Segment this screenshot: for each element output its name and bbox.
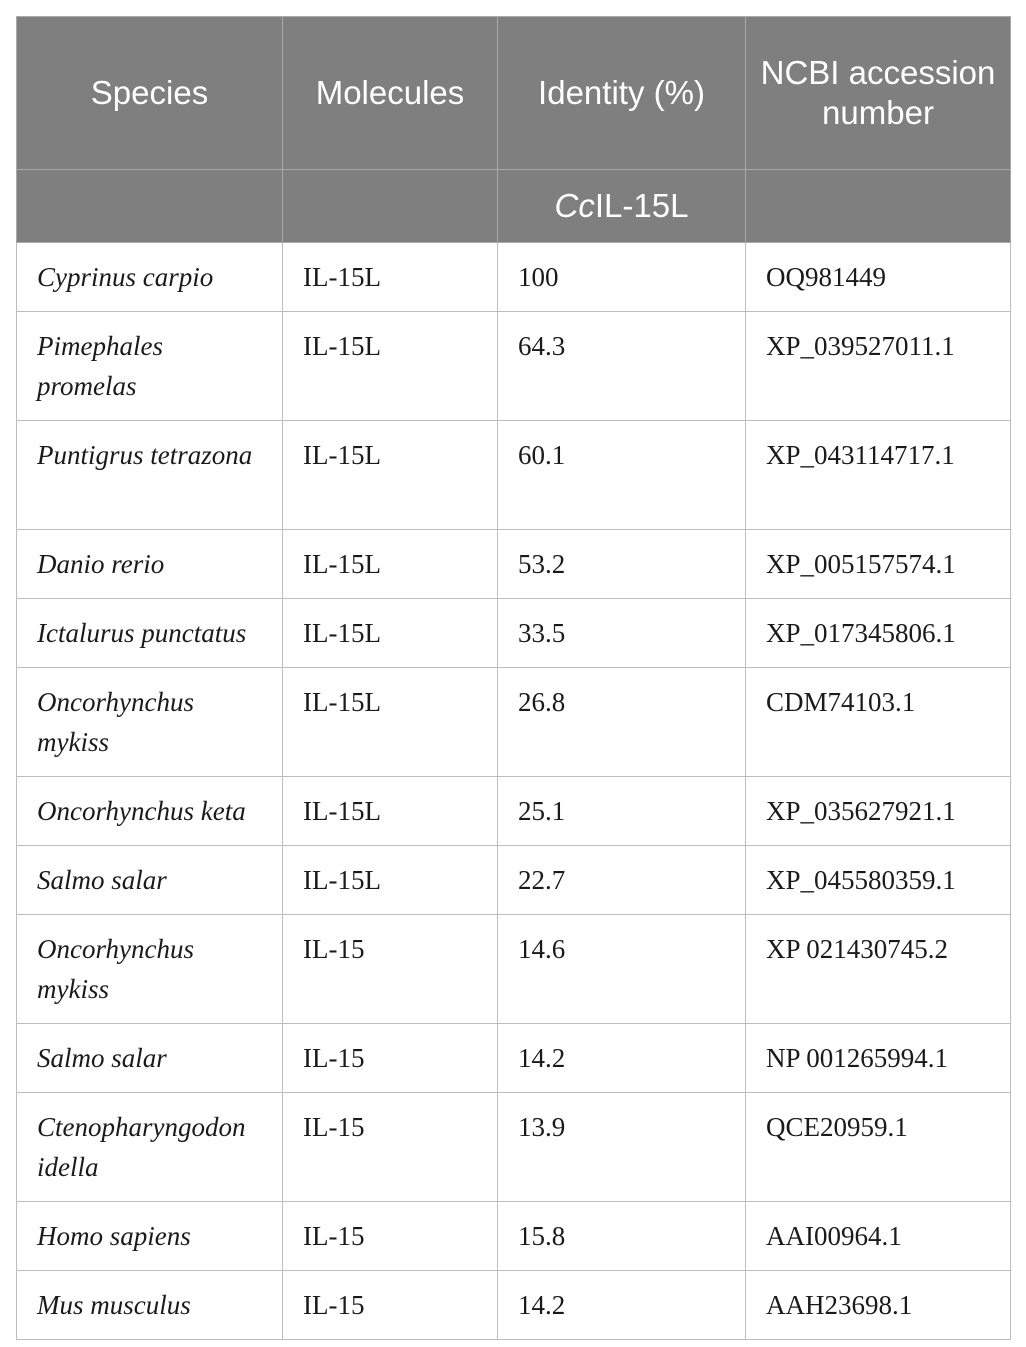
- molecule-cell: IL-15: [283, 1024, 498, 1093]
- header-accession: NCBI accession number: [746, 17, 1011, 170]
- table-row: [17, 777, 1011, 846]
- subheader-empty-3: [746, 170, 1011, 243]
- accession-cell: XP 021430745.2: [746, 915, 1011, 1024]
- accession-cell: CDM74103.1: [746, 668, 1011, 777]
- identity-cell: 25.1: [498, 777, 746, 846]
- molecule-cell: IL-15L: [283, 599, 498, 668]
- table-row: [17, 846, 1011, 915]
- identity-cell: 14.2: [498, 1024, 746, 1093]
- table-row: [17, 421, 1011, 530]
- identity-cell: 100: [498, 243, 746, 312]
- molecule-cell: IL-15: [283, 1271, 498, 1340]
- molecule-cell: IL-15: [283, 1093, 498, 1202]
- species-cell: Ctenopharyngodon idella: [17, 1093, 283, 1202]
- table-row: [17, 243, 1011, 312]
- molecule-cell: IL-15: [283, 1202, 498, 1271]
- species-cell: Danio rerio: [17, 530, 283, 599]
- accession-cell: OQ981449: [746, 243, 1011, 312]
- accession-cell: AAH23698.1: [746, 1271, 1011, 1340]
- molecule-cell: IL-15L: [283, 530, 498, 599]
- species-cell: Homo sapiens: [17, 1202, 283, 1271]
- identity-cell: 15.8: [498, 1202, 746, 1271]
- accession-cell: XP_043114717.1: [746, 421, 1011, 530]
- identity-cell: 64.3: [498, 312, 746, 421]
- identity-cell: 33.5: [498, 599, 746, 668]
- subheader-empty-1: [17, 170, 283, 243]
- species-cell: Salmo salar: [17, 1024, 283, 1093]
- accession-cell: XP_035627921.1: [746, 777, 1011, 846]
- subheader-rest: IL-15L: [594, 187, 689, 224]
- header-identity: Identity (%): [498, 17, 746, 170]
- header-molecules: Molecules: [283, 17, 498, 170]
- species-cell: Cyprinus carpio: [17, 243, 283, 312]
- table-row: [17, 1202, 1011, 1271]
- species-cell: Oncorhynchus keta: [17, 777, 283, 846]
- molecule-cell: IL-15L: [283, 312, 498, 421]
- species-cell: Mus musculus: [17, 1271, 283, 1340]
- accession-cell: XP_017345806.1: [746, 599, 1011, 668]
- accession-cell: NP 001265994.1: [746, 1024, 1011, 1093]
- molecule-cell: IL-15L: [283, 777, 498, 846]
- table-row: [17, 1024, 1011, 1093]
- accession-cell: XP_045580359.1: [746, 846, 1011, 915]
- molecule-cell: IL-15: [283, 915, 498, 1024]
- table-row: [17, 530, 1011, 599]
- species-cell: Oncorhynchus mykiss: [17, 668, 283, 777]
- molecule-cell: IL-15L: [283, 668, 498, 777]
- subheader-reference: [498, 170, 746, 243]
- accession-cell: XP_039527011.1: [746, 312, 1011, 421]
- species-cell: Ictalurus punctatus: [17, 599, 283, 668]
- molecule-cell: IL-15L: [283, 846, 498, 915]
- table-row: [17, 668, 1011, 777]
- header-species: Species: [17, 17, 283, 170]
- identity-cell: 22.7: [498, 846, 746, 915]
- table-body: [17, 243, 1011, 1340]
- identity-cell: 60.1: [498, 421, 746, 530]
- accession-cell: XP_005157574.1: [746, 530, 1011, 599]
- table-row: [17, 1271, 1011, 1340]
- subheader-row: [17, 170, 1011, 243]
- identity-cell: 14.2: [498, 1271, 746, 1340]
- identity-cell: 26.8: [498, 668, 746, 777]
- species-cell: Oncorhynchus mykiss: [17, 915, 283, 1024]
- molecule-cell: IL-15L: [283, 243, 498, 312]
- table-row: [17, 1093, 1011, 1202]
- table-row: [17, 599, 1011, 668]
- table-header: [17, 17, 1011, 243]
- identity-table: [16, 16, 1011, 1340]
- subheader-empty-2: [283, 170, 498, 243]
- identity-cell: 13.9: [498, 1093, 746, 1202]
- table-row: [17, 312, 1011, 421]
- species-cell: Pimephales promelas: [17, 312, 283, 421]
- molecule-cell: IL-15L: [283, 421, 498, 530]
- accession-cell: AAI00964.1: [746, 1202, 1011, 1271]
- species-cell: Salmo salar: [17, 846, 283, 915]
- identity-cell: 53.2: [498, 530, 746, 599]
- header-row: [17, 17, 1011, 170]
- subheader-italic: Cc: [554, 187, 595, 224]
- identity-cell: 14.6: [498, 915, 746, 1024]
- accession-cell: QCE20959.1: [746, 1093, 1011, 1202]
- table-row: [17, 915, 1011, 1024]
- species-cell: Puntigrus tetrazona: [17, 421, 283, 530]
